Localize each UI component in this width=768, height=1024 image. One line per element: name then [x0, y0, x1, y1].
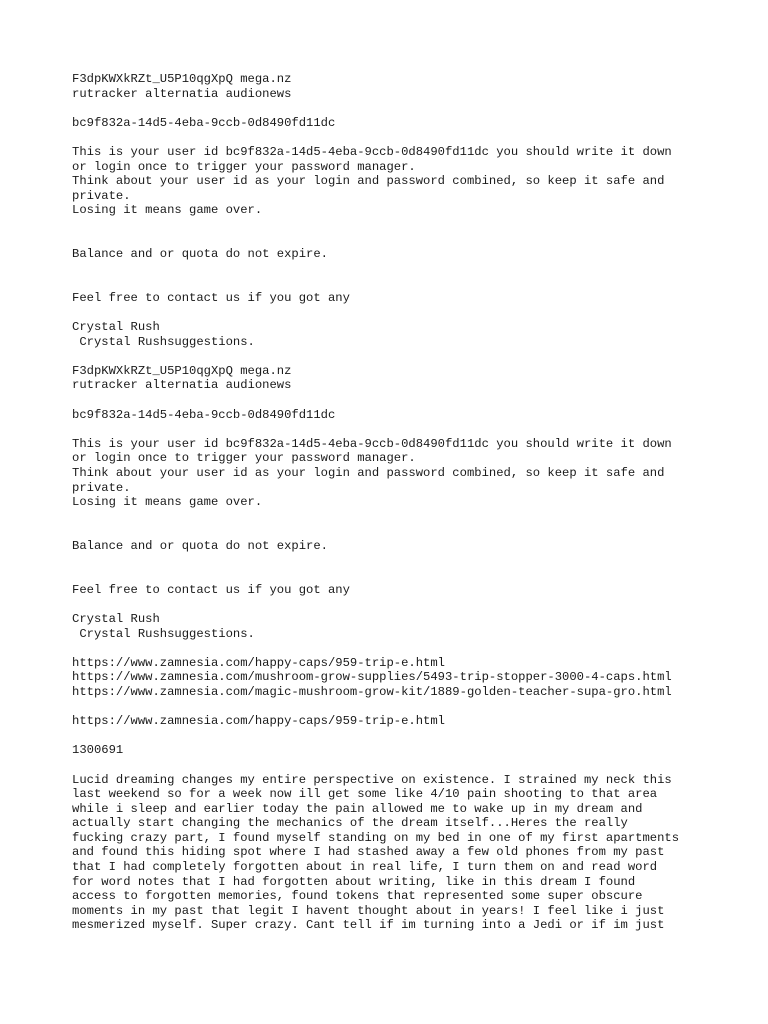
text-line: Feel free to contact us if you got any: [72, 582, 350, 597]
blank-line: [72, 510, 712, 525]
text-line: 1300691: [72, 743, 124, 758]
blank-line: [72, 641, 712, 656]
text-line: last weekend so for a week now ill get some like 4/10 pain shooting to that area: [72, 787, 658, 802]
text-line: Feel free to contact us if you got any: [72, 290, 350, 305]
blank-line: [72, 422, 712, 437]
text-line: private.: [72, 188, 131, 203]
text-line: Balance and or quota do not expire.: [72, 247, 328, 262]
text-line: Think about your user id as your login and password combined, so keep it safe and: [72, 174, 665, 189]
blank-line: [72, 130, 712, 145]
blank-line: [72, 101, 712, 116]
blank-line: [72, 524, 712, 539]
text-line: for word notes that I had forgotten about writing, like in this dream I found: [72, 874, 636, 889]
text-line: https://www.zamnesia.com/happy-caps/959-trip-e.html: [72, 714, 445, 729]
text-line: or login once to trigger your password manager.: [72, 451, 416, 466]
blank-line: [72, 349, 712, 364]
blank-line: [72, 758, 712, 773]
text-line: This is your user id bc9f832a-14d5-4eba-9ccb-0d8490fd11dc you should write it down: [72, 144, 672, 159]
text-line: and found this hiding spot where I had stashed away a few old phones from my past: [72, 845, 665, 860]
blank-line: [72, 306, 712, 321]
text-line: private.: [72, 480, 131, 495]
text-line: Crystal Rush: [72, 611, 160, 626]
blank-line: [72, 233, 712, 248]
text-line: Crystal Rush: [72, 320, 160, 335]
text-line: Balance and or quota do not expire.: [72, 539, 328, 553]
blank-line: [72, 554, 712, 569]
text-line: actually start changing the mechanics of the dream itself...Heres the really: [72, 816, 628, 831]
text-line: rutracker alternatia audionews: [72, 378, 292, 393]
text-line: https://www.zamnesia.com/happy-caps/959-trip-e.html: [72, 655, 445, 670]
text-line: moments in my past that legit I havent thought about in years! I feel like i just: [72, 903, 665, 918]
blank-line: [72, 700, 712, 715]
blank-line: [72, 218, 712, 233]
text-line: Losing it means game over.: [72, 495, 263, 510]
text-line: bc9f832a-14d5-4eba-9ccb-0d8490fd11dc: [72, 407, 336, 422]
blank-line: [72, 393, 712, 408]
blank-line: [72, 262, 712, 277]
text-line: https://www.zamnesia.com/mushroom-grow-supplies/5493-trip-stopper-3000-4-caps.html: [72, 670, 672, 685]
text-line: Crystal Rushsuggestions.: [72, 626, 255, 641]
text-line: bc9f832a-14d5-4eba-9ccb-0d8490fd11dc: [72, 115, 336, 130]
text-line: https://www.zamnesia.com/magic-mushroom-grow-kit/1889-golden-teacher-supa-gro.html: [72, 684, 672, 699]
blank-line: [72, 597, 712, 612]
text-line: that I had completely forgotten about in real life, I turn them on and read word: [72, 860, 658, 875]
blank-line: [72, 568, 712, 583]
text-line: Crystal Rushsuggestions.: [72, 334, 255, 349]
text-line: Lucid dreaming changes my entire perspective on existence. I strained my neck this: [72, 772, 672, 787]
text-line: Think about your user id as your login and password combined, so keep it safe and: [72, 466, 665, 481]
blank-line: [72, 729, 712, 744]
text-line: F3dpKWXkRZt_U5P10qgXpQ mega.nz: [72, 72, 292, 86]
text-line: while i sleep and earlier today the pain allowed me to wake up in my dream and: [72, 801, 643, 816]
text-line: fucking crazy part, I found myself standing on my bed in one of my first apartments: [72, 830, 680, 845]
text-line: rutracker alternatia audionews: [72, 86, 292, 101]
text-line: access to forgotten memories, found tokens that represented some super obscure: [72, 889, 643, 904]
text-line: Losing it means game over.: [72, 203, 263, 218]
text-line: or login once to trigger your password manager.: [72, 159, 416, 174]
text-line: F3dpKWXkRZt_U5P10qgXpQ mega.nz: [72, 363, 292, 378]
text-line: This is your user id bc9f832a-14d5-4eba-9ccb-0d8490fd11dc you should write it down: [72, 436, 672, 451]
document-page: [72, 72, 712, 933]
text-line: mesmerized myself. Super crazy. Cant tell if im turning into a Jedi or if im just: [72, 918, 665, 933]
blank-line: [72, 276, 712, 291]
